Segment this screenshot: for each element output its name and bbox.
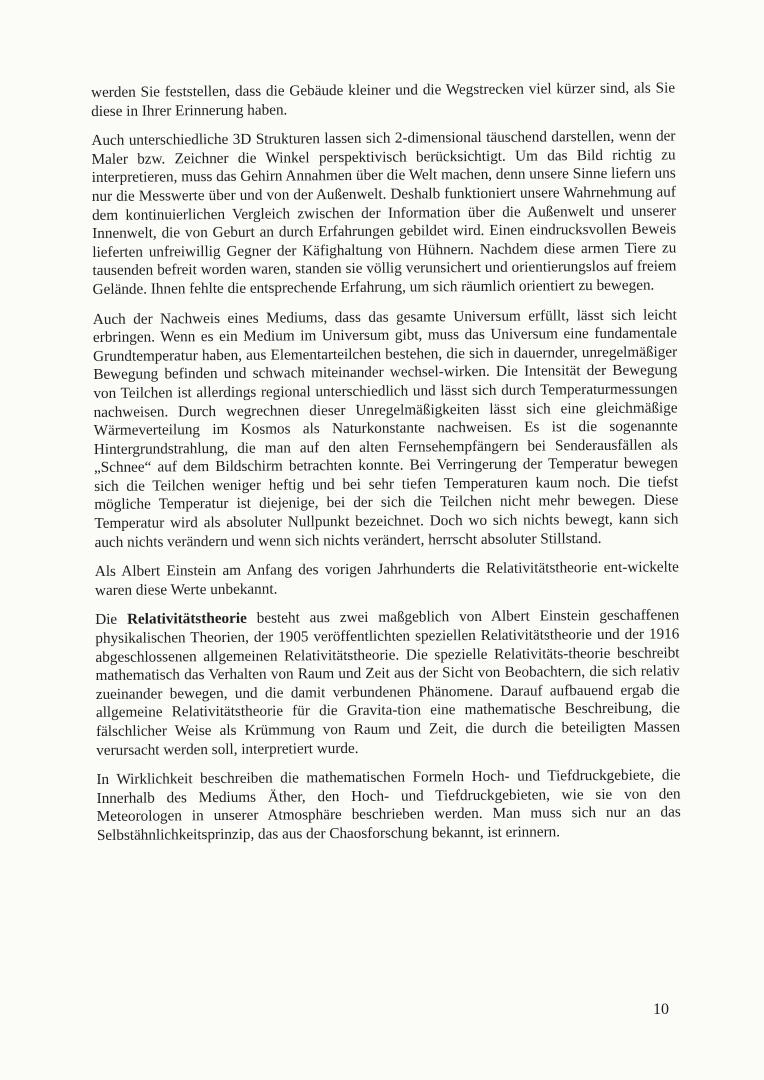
paragraph-6: In Wirklichkeit beschreiben die mathematischen Formeln Hoch- und Tiefdruckgebiete, die Innerhalb des Mediums Äther, den Hoch- und Tiefdruckgebieten, wie sie von den Meteorologen in unserer Atmosphäre beschrieben werden. Man muss sich nur an das Selbstähnlichkeitsprinzip, das aus der Chaosforschung bekannt, ist erinnern. — [96, 766, 681, 844]
paragraph-1: werden Sie feststellen, dass die Gebäude kleiner und die Wegstrecken viel kürzer sind, als Sie diese in Ihrer Erinnerung haben. — [91, 79, 676, 120]
page-number: 10 — [653, 1001, 669, 1018]
paragraph-4: Als Albert Einstein am Anfang des vorigen Jahrhunderts die Relativitätstheorie ent-wickelte waren diese Werte unbekannt. — [94, 558, 679, 599]
paragraph-5-lead: Die — [95, 611, 128, 629]
paragraph-3: Auch der Nachweis eines Mediums, dass das gesamte Universum erfüllt, lässt sich leicht erbringen. Wenn es ein Medium im Universum gibt, muss das Universum eine fundamentale Grundtemperatur haben, aus Elementarteilchen bestehen, die sich in dauernder, unregelmäßiger Bewegung befinden und schwach miteinander wechsel-wirken. Die Intensität der Bewegung von Teilchen ist allerdings regional unterschiedlich und lässt sich durch Temperaturmessungen nachweisen. Durch wegrechnen dieser Unregelmäßigkeiten lässt sich eine gleichmäßige Wärmeverteilung im Kosmos als Naturkonstante nachweisen. Es ist die sogenannte Hintergrundstrahlung, die man auf den alten Fernsehempfängern bei Senderausfällen als „Schnee“ auf dem Bildschirm betrachten konnte. Bei Verringerung der Temperatur bewegen sich die Teilchen weniger heftig und bei sehr tiefen Temperaturen kaum noch. Die tiefst mögliche Temperatur ist diejenige, bei der sich die Teilchen nicht mehr bewegen. Diese Temperatur wird als absoluter Nullpunkt bezeichnet. Doch wo sich nichts bewegt, kann sich auch nichts verändern und wenn sich nichts verändert, herrscht absoluter Stillstand. — [92, 305, 679, 551]
body-text — [91, 79, 681, 856]
paragraph-5-body: besteht aus zwei maßgeblich von Albert Einstein geschaffenen physikalischen Theorien, der 1905 veröffentlichten speziellen Relativitätstheorie und der 1916 abgeschlossenen allgemeinen Relativitätstheorie. Die spezielle Relativitäts-theorie beschreibt mathematisch das Verhalten von Raum und Zeit aus der Sicht von Beobachtern, die sich relativ zueinander bewegen, und die damit verbundenen Phänomene. Darauf aufbauend ergab die allgemeine Relativitätstheorie für die Gravita-tion eine mathematische Beschreibung, die fälschlicher Weise als Krümmung von Raum und Zeit, die durch die beteiligten Massen verursacht werden soll, interpretiert wurde. — [95, 606, 681, 759]
term-relativitaetstheorie: Relativitätstheorie — [126, 610, 247, 629]
paragraph-5 — [95, 607, 680, 760]
paragraph-2: Auch unterschiedliche 3D Strukturen lassen sich 2-dimensional täuschend darstellen, wenn der Maler bzw. Zeichner die Winkel perspektivisch berücksichtigt. Um das Bild richtig zu interpretieren, muss das Gehirn Annahmen über die Welt machen, denn unsere Sinne liefern uns nur die Messwerte über und von der Außenwelt. Deshalb funktioniert unsere Wahrnehmung auf dem kontinuierlichen Vergleich zwischen der Information über die Außenwelt und unserer Innenwelt, die von Geburt an durch Erfahrungen gebildet wird. Einen eindrucksvollen Beweis lieferten unfreiwillig Gegner der Käfighaltung von Hühnern. Nachdem diese armen Tiere zu tausenden befreit worden waren, standen sie völlig verunsichert und orientierungslos auf freiem Gelände. Ihnen fehlte die entsprechende Erfahrung, um sich räumlich orientiert zu bewegen. — [91, 127, 677, 298]
